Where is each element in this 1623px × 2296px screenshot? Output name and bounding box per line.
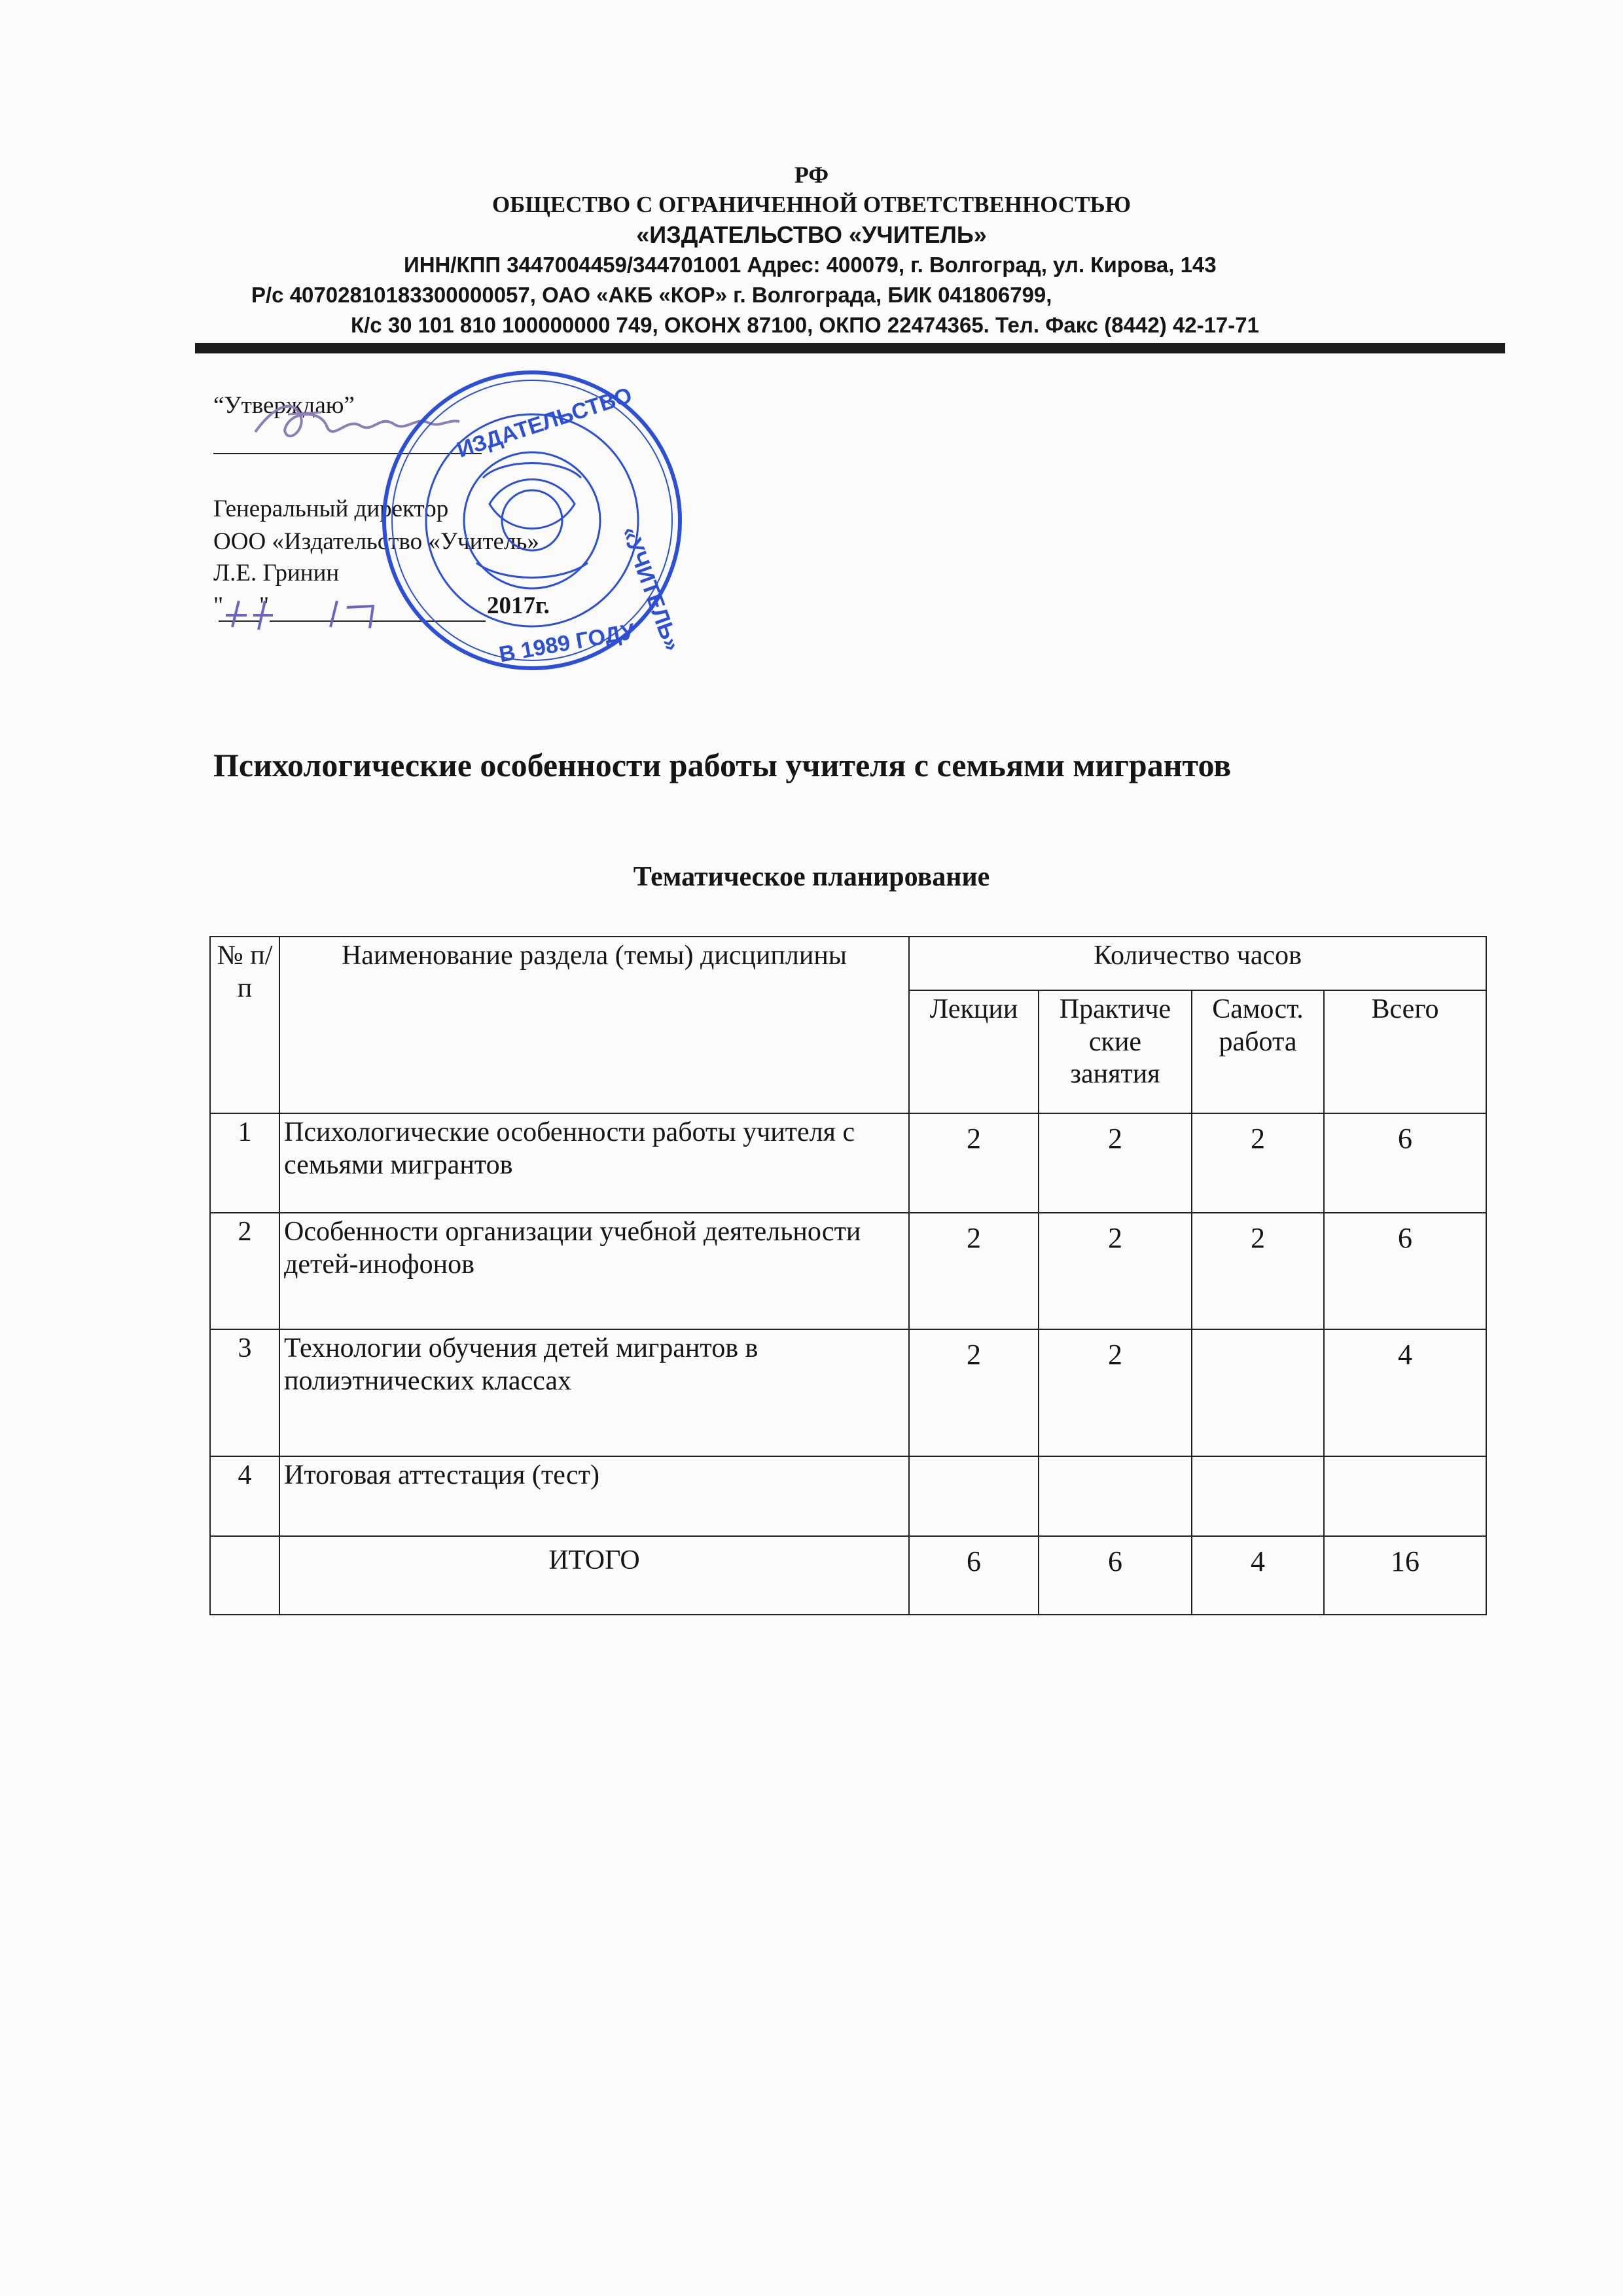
row-practice — [1039, 1456, 1192, 1536]
row-number: 1 — [210, 1113, 279, 1213]
row-number: 3 — [210, 1329, 279, 1456]
row-total — [1324, 1456, 1486, 1536]
plan-table — [209, 936, 1487, 1615]
approval-name: Л.Е. Гринин — [213, 560, 340, 586]
row-topic: Итоговая аттестация (тест) — [279, 1456, 909, 1536]
table-header-row — [210, 937, 1486, 990]
row-practice: 2 — [1039, 1329, 1192, 1456]
total-hours: 16 — [1324, 1536, 1486, 1615]
row-total: 4 — [1324, 1329, 1486, 1456]
row-total: 6 — [1324, 1113, 1486, 1213]
row-topic: Психологические особенности работы учителя с семьями мигрантов — [279, 1113, 909, 1213]
approval-company: ООО «Издательство «Учитель» — [213, 528, 539, 555]
row-practice: 2 — [1039, 1113, 1192, 1213]
table-row — [210, 1213, 1486, 1329]
row-self-study: 2 — [1192, 1113, 1324, 1213]
row-self-study: 2 — [1192, 1213, 1324, 1329]
row-topic: Особенности организации учебной деятельности детей-инофонов — [279, 1213, 909, 1329]
row-self-study — [1192, 1329, 1324, 1456]
company-seal — [378, 367, 686, 674]
total-row-label: ИТОГО — [279, 1536, 909, 1615]
col-header-practice: Практиче ские занятия — [1039, 990, 1192, 1113]
col-header-name: Наименование раздела (темы) дисциплины — [279, 937, 909, 1113]
total-practice: 6 — [1039, 1536, 1192, 1615]
row-lectures: 2 — [909, 1329, 1039, 1456]
table-row — [210, 1113, 1486, 1213]
header-org-name: «ИЗДАТЕЛЬСТВО «УЧИТЕЛЬ» — [636, 221, 987, 248]
section-subtitle: Тематическое планирование — [633, 862, 990, 892]
row-self-study — [1192, 1456, 1324, 1536]
document-title: Психологические особенности работы учителя с семьями мигрантов — [213, 747, 1232, 783]
total-lectures: 6 — [909, 1536, 1039, 1615]
header-country: РФ — [794, 162, 829, 188]
header-details-3: К/с 30 101 810 100000000 749, ОКОНХ 87100, ОКПО 22474365. Тел. Факс (8442) 42-17-71 — [351, 313, 1259, 337]
row-lectures — [909, 1456, 1039, 1536]
approval-position: Генеральный директор — [213, 495, 449, 522]
svg-text:ИЗДАТЕЛЬСТВО: ИЗДАТЕЛЬСТВО — [454, 382, 635, 463]
header-details-1: ИНН/КПП 3447004459/344701001 Адрес: 400079, г. Волгоград, ул. Кирова, 143 — [404, 253, 1217, 277]
row-total: 6 — [1324, 1213, 1486, 1329]
header-org-type: ОБЩЕСТВО С ОГРАНИЧЕННОЙ ОТВЕТСТВЕННОСТЬЮ — [491, 192, 1132, 217]
row-topic: Технологии обучения детей мигрантов в полиэтнических классах — [279, 1329, 909, 1456]
table-row — [210, 1329, 1486, 1456]
row-number: 4 — [210, 1456, 279, 1536]
table-row — [210, 1456, 1486, 1536]
row-practice: 2 — [1039, 1213, 1192, 1329]
col-header-hours: Количество часов — [909, 937, 1486, 990]
col-header-self-study: Самост. работа — [1192, 990, 1324, 1113]
col-header-total: Всего — [1324, 990, 1486, 1113]
approval-date-quote-mid: " — [259, 592, 270, 619]
total-self-study: 4 — [1192, 1536, 1324, 1615]
header-details-2: Р/с 40702810183300000057, ОАО «АКБ «КОР» г. Волгограда, БИК 041806799, — [251, 283, 1052, 307]
row-number: 2 — [210, 1213, 279, 1329]
approval-date-quote-open: " — [213, 592, 224, 619]
col-header-lectures: Лекции — [909, 990, 1039, 1113]
row-lectures: 2 — [909, 1213, 1039, 1329]
approval-label: “Утверждаю” — [213, 392, 355, 419]
header-divider — [195, 343, 1505, 353]
svg-text:«УЧИТЕЛЬ»: «УЧИТЕЛЬ» — [616, 523, 685, 655]
svg-text:В 1989 ГОДУ: В 1989 ГОДУ — [497, 619, 637, 668]
approval-year: 2017г. — [487, 592, 550, 619]
table-total-row — [210, 1536, 1486, 1615]
row-lectures: 2 — [909, 1113, 1039, 1213]
col-header-num: № п/п — [210, 937, 279, 1113]
total-row-number — [210, 1536, 279, 1615]
